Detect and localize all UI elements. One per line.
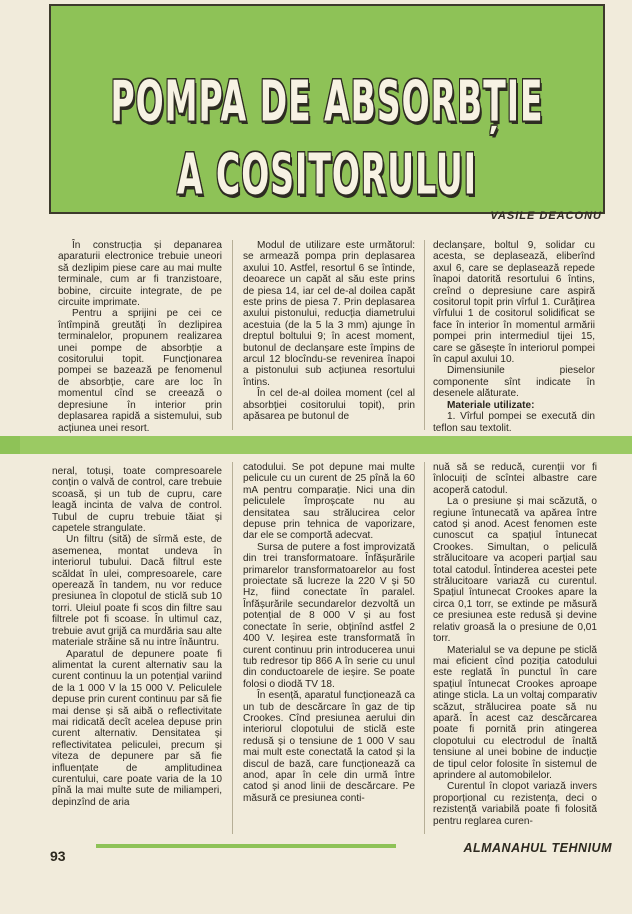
top-column-2 [243,240,415,423]
paragraph: Modul de utilizare este următorul: se armează pompa prin deplasarea axului 10. Astfel, resortul 6 se întinde, deoarece un capăt al său este prins de piesa 14, iar cel de-al doilea capăt este prins de piesa 7. Prin deplasarea axului pistonului, reducția diametrului acestuia (de la 5 la 3 mm) ajunge în dreptul boltului 9; în acest moment, butonul de declanșare este împins de arcul 12 blocîndu-se revenirea înapoi a pistonului sub acțiunea resortului întins. [243,240,415,388]
materials-item: 1. Vîrful pompei se execută din teflon sau textolit. [433,411,595,434]
paragraph: În construcția și depanarea aparaturii electronice trebuie uneori să dezlipim piese care au mai multe terminale, cum ar fi tranzistoare, bobine, circuite integrate, de pe circuite imprimate. [58,240,222,309]
paragraph: Pentru a sprijini pe cei ce întîmpină greutăți în dezlipirea terminalelor, propunem realizarea unei pompe de absorbție a cositorului topit. Funcționarea pompei se bazează pe fenomenul de absorbție, care are loc în momentul cînd se creează o depresiune în interior prin deplasarea rapidă a sistemului, sub acțiunea unei resort. [58,308,222,434]
publication-name: ALMANAHUL TEHNIUM [463,841,612,855]
footer-rule [96,844,396,848]
column-divider [424,240,425,430]
paragraph: În cel de-al doilea moment (cel al absorbției cositorului topit), prin apăsarea pe butonul de [243,388,415,423]
paragraph: Aparatul de depunere poate fi alimentat la curent alternativ sau la curent continuu la un potențial variind de la 1 000 V la 15 000 V. Peliculele depuse prin curent continuu par să fie mai dense și să aibă o reflectivitate mai ridicată decît acelea depuse prin curent alternativ. Densitatea și reflectivitatea peliculei, precum și viteza de depunere par să fie influențate de amplitudinea curentului, care poate varia de la 10 pînă la mai multe sute de miliamperi, depinzînd de aria [52,648,222,808]
paragraph: neral, totuși, toate compresoarele conțin o valvă de control, care trebuie scoasă, și un tub de cupru, care leagă incinta de valva de control. Tubul de cupru trebuie tăiat și capetele strangulate. [52,466,222,535]
article-title-line-1: POMPA DE ABSORBȚIE [110,68,544,135]
paragraph: Curentul în clopot variază invers proporțional cu rezistența, deci o rezistență variabilă poate fi folosită pentru reglarea curen- [433,781,597,827]
section-separator-highlight [20,436,632,454]
bottom-column-3 [433,462,597,827]
paragraph: catodului. Se pot depune mai multe pelicule cu un curent de 25 pînă la 60 mA pentru comparație. Nici una din peliculele împroșcate nu au densitatea sau strălucirea celor depuse prin tehnica de vaporizare, dar ele se comportă adecvat. [243,462,415,542]
paragraph: În esență, aparatul funcționează ca un tub de descărcare în gaz de tip Crookes. Cînd presiunea aerului din interiorul clopotului de sticlă este redusă și o tensiune de 1 000 V sau mai mult este conectată la catod și la discul de bază, care funcționează ca anod, apar în cele din urmă între catod și anod linii de descărcare. Pe măsură ce presiunea conti- [243,690,415,804]
paragraph: Materialul se va depune pe sticlă mai eficient cînd poziția catodului este reglată în punctul în care spațiul întunecat Crookes aproape atinge sticla. La un voltaj comparativ scăzut, strălucirea poate să nu apară. În acest caz descărcarea poate fi pornită prin atingerea clopotului cu electrodul de înaltă tensiune al unei bobine de inducție de tipul celor folosite în sistemul de aprindere al automobilelor. [433,644,597,781]
article-author: VASILE DEACONU [490,210,602,222]
column-divider [424,462,425,834]
column-divider [232,240,233,430]
bottom-column-2 [243,462,415,804]
materials-subtitle: Materiale utilizate: [447,399,535,411]
top-column-1 [58,240,222,434]
paragraph: nuă să se reducă, curenții vor fi înlocuiți de scîntei albastre care acoperă catodul. [433,462,597,496]
paragraph: La o presiune și mai scăzută, o regiune întunecată va apărea între catod și anod. Acest fenomen este cunoscut ca spațiul întunecat Crookes. Simultan, o peliculă strălucitoare va acoperi parțial sau total catodul. Întinderea acestei pete strălucitoare variază cu curentul. Spațiul întunecat Crookes apare la circa 0,1 torr, se extinde pe măsură ce presiunea este redusă și devine relativ groasă la o presiune de 0,01 torr. [433,496,597,645]
top-column-3 [433,240,595,434]
bottom-column-1 [52,466,222,808]
paragraph: Sursa de putere a fost improvizată din trei transformatoare. Înfășurările primarelor transformatoarelor au fost proiectate să lucreze la 220 V și 50 Hz, fiind conectate în paralel. Înfășurările secundarelor dezvoltă un potențial de 8 000 V și au fost conectate în serie, obținînd astfel 2 400 V. Ieșirea este transformată în curent continuu prin introducerea unui tub redresor tip 866 A în serie cu unul din conductoarele de ieșire. Se poate folosi o diodă TV 18. [243,541,415,690]
article-title-line-2: A COSITORULUI [176,141,478,208]
title-banner [49,4,605,214]
page-number: 93 [50,848,66,864]
paragraph: Un filtru (sită) de sîrmă este, de asemenea, montat undeva în interiorul tubului. Dacă filtrul este scăldat în ulei, compresoarele, care operează în tandem, nu vor reduce presiunea în clopotul de sticlă sub 10 torri. Uleiul poate fi scos din filtre sau filtrele pot fi scoase. În ultimul caz, trebuie avut grijă ca murdăria sau alte materiale străine să nu intre înăuntru. [52,534,222,649]
column-divider [232,462,233,834]
paragraph: Dimensiunile pieselor componente sînt indicate în desenele alăturate. [433,365,595,400]
paragraph: declanșare, boltul 9, solidar cu acesta, se deplasează, eliberînd axul 6, care se deplasează repede înapoi datorită resortului 6 întins, creînd o depresiune care aspiră cositorul topit prin vîrful 1. Curățirea vîrfului 1 de cositorul solidificat se face în interior în momentul armării pompei prin intermediul tijei 15, care se găsește în interiorul pompei în capul axului 10. [433,240,595,366]
